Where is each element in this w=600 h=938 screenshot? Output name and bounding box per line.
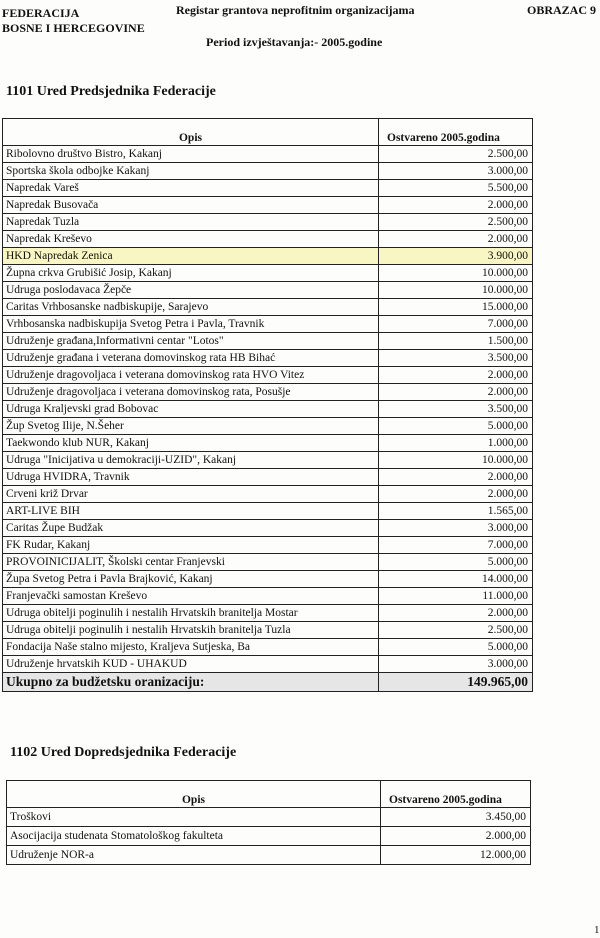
cell-iznos: 3.000,00 [379, 656, 533, 673]
table-row [7, 827, 531, 846]
cell-iznos: 3.000,00 [379, 163, 533, 180]
cell-iznos: 1.500,00 [379, 333, 533, 350]
cell-opis: Crveni križ Drvar [3, 486, 379, 503]
cell-iznos: 1.000,00 [379, 435, 533, 452]
cell-opis: Žup Svetog Ilije, N.Šeher [3, 418, 379, 435]
cell-iznos: 2.000,00 [379, 367, 533, 384]
cell-iznos: 2.000,00 [379, 384, 533, 401]
table-row [3, 656, 533, 673]
cell-iznos: 3.500,00 [379, 350, 533, 367]
cell-opis: Udruženje hrvatskih KUD - UHAKUD [3, 656, 379, 673]
cell-iznos: 2.500,00 [379, 622, 533, 639]
cell-iznos: 1.565,00 [379, 503, 533, 520]
section-1-title: 1101 Ured Predsjednika Federacije [6, 84, 216, 99]
cell-iznos: 5.000,00 [379, 554, 533, 571]
table-row [3, 605, 533, 622]
table-row [3, 299, 533, 316]
table-row [3, 401, 533, 418]
cell-opis: Caritas Župe Budžak [3, 520, 379, 537]
cell-opis: Napredak Tuzla [3, 214, 379, 231]
cell-iznos: 3.500,00 [379, 401, 533, 418]
cell-iznos: 5.000,00 [379, 418, 533, 435]
cell-opis: Udruga obitelji poginulih i nestalih Hrvatskih branitelja Tuzla [3, 622, 379, 639]
column-header-opis: Opis [3, 119, 379, 146]
cell-opis: Udruga HVIDRA, Travnik [3, 469, 379, 486]
organization-line-2: BOSNE I HERCEGOVINE [2, 21, 145, 35]
table-row [3, 180, 533, 197]
cell-opis: Udruženje NOR-a [7, 846, 381, 865]
cell-opis: Asocijacija studenata Stomatološkog fakulteta [7, 827, 381, 846]
table-body [7, 808, 531, 865]
table-row [3, 486, 533, 503]
total-row [3, 673, 533, 692]
table-row [3, 384, 533, 401]
table-row [3, 163, 533, 180]
column-header-ostvareno: Ostvareno 2005.godina [381, 781, 531, 808]
column-header-ostvareno: Ostvareno 2005.godina [379, 119, 533, 146]
cell-opis: FK Rudar, Kakanj [3, 537, 379, 554]
cell-opis: Caritas Vrhbosanske nadbiskupije, Sarajevo [3, 299, 379, 316]
cell-iznos: 3.450,00 [381, 808, 531, 827]
table-row [3, 554, 533, 571]
cell-opis: HKD Napredak Zenica [3, 248, 379, 265]
cell-opis: ART-LIVE BIH [3, 503, 379, 520]
table-header-row [7, 781, 531, 808]
table-row [7, 846, 531, 865]
cell-opis: Udruženje građana i veterana domovinskog rata HB Bihać [3, 350, 379, 367]
cell-opis: Župa Svetog Petra i Pavla Brajković, Kakanj [3, 571, 379, 588]
table-row [3, 452, 533, 469]
table-row [3, 316, 533, 333]
table-row [3, 503, 533, 520]
cell-opis: Napredak Busovača [3, 197, 379, 214]
cell-iznos: 2.000,00 [379, 197, 533, 214]
column-header-opis: Opis [7, 781, 381, 808]
grants-table-1102 [6, 780, 531, 865]
cell-opis: Franjevački samostan Kreševo [3, 588, 379, 605]
cell-opis: Sportska škola odbojke Kakanj [3, 163, 379, 180]
page-number: 1 [594, 924, 600, 936]
table-header-row [3, 119, 533, 146]
cell-iznos: 2.000,00 [379, 486, 533, 503]
cell-opis: Udruga poslodavaca Žepče [3, 282, 379, 299]
cell-opis: Župna crkva Grubišić Josip, Kakanj [3, 265, 379, 282]
cell-opis: Udruženje dragovoljaca i veterana domovinskog rata HVO Vitez [3, 367, 379, 384]
cell-iznos: 2.000,00 [381, 827, 531, 846]
table-row [3, 622, 533, 639]
section-2-title: 1102 Ured Dopredsjednika Federacije [10, 745, 237, 760]
table-row [3, 282, 533, 299]
cell-iznos: 3.000,00 [379, 520, 533, 537]
table-row [3, 231, 533, 248]
cell-opis: Napredak Kreševo [3, 231, 379, 248]
cell-opis: Udruga Kraljevski grad Bobovac [3, 401, 379, 418]
cell-iznos: 12.000,00 [381, 846, 531, 865]
reporting-period: Period izvještavanja:- 2005.godine [206, 35, 383, 49]
cell-opis: Udruga "Inicijativa u demokraciji-UZID", Kakanj [3, 452, 379, 469]
total-value: 149.965,00 [379, 673, 533, 692]
table-row [3, 520, 533, 537]
cell-iznos: 11.000,00 [379, 588, 533, 605]
cell-iznos: 2.500,00 [379, 214, 533, 231]
table-row [3, 537, 533, 554]
cell-iznos: 15.000,00 [379, 299, 533, 316]
cell-iznos: 2.000,00 [379, 605, 533, 622]
cell-iznos: 10.000,00 [379, 282, 533, 299]
total-label: Ukupno za budžetsku oranizaciju: [3, 673, 379, 692]
cell-opis: Fondacija Naše stalno mijesto, Kraljeva Sutjeska, Ba [3, 639, 379, 656]
table-body [3, 146, 533, 673]
table-row [3, 571, 533, 588]
cell-opis: PROVOINICIJALIT, Školski centar Franjevski [3, 554, 379, 571]
table-row [3, 435, 533, 452]
cell-opis: Udruženje građana,Informativni centar "Lotos" [3, 333, 379, 350]
table-row [3, 197, 533, 214]
table-row [7, 808, 531, 827]
cell-opis: Napredak Vareš [3, 180, 379, 197]
table-row [3, 350, 533, 367]
cell-opis: Ribolovno društvo Bistro, Kakanj [3, 146, 379, 163]
cell-iznos: 10.000,00 [379, 452, 533, 469]
cell-iznos: 10.000,00 [379, 265, 533, 282]
cell-opis: Udruga obitelji poginulih i nestalih Hrvatskih branitelja Mostar [3, 605, 379, 622]
table-row [3, 469, 533, 486]
table-row [3, 265, 533, 282]
table-row [3, 367, 533, 384]
document-title: Registar grantova neprofitnim organizacijama [176, 3, 415, 17]
table-row [3, 588, 533, 605]
table-row [3, 333, 533, 350]
cell-iznos: 5.500,00 [379, 180, 533, 197]
cell-iznos: 7.000,00 [379, 316, 533, 333]
cell-opis: Udruženje dragovoljaca i veterana domovinskog rata, Posušje [3, 384, 379, 401]
grants-table-1101 [2, 118, 533, 692]
table-row [3, 146, 533, 163]
cell-opis: Vrhbosanska nadbiskupija Svetog Petra i Pavla, Travnik [3, 316, 379, 333]
table-row [3, 418, 533, 435]
cell-iznos: 2.000,00 [379, 231, 533, 248]
cell-iznos: 5.000,00 [379, 639, 533, 656]
cell-iznos: 14.000,00 [379, 571, 533, 588]
table-row [3, 248, 533, 265]
organization-name [2, 6, 145, 36]
organization-line-1: FEDERACIJA [2, 6, 80, 20]
cell-iznos: 7.000,00 [379, 537, 533, 554]
cell-opis: Taekwondo klub NUR, Kakanj [3, 435, 379, 452]
cell-iznos: 2.000,00 [379, 469, 533, 486]
table-row [3, 639, 533, 656]
cell-opis: Troškovi [7, 808, 381, 827]
cell-iznos: 2.500,00 [379, 146, 533, 163]
form-code: OBRAZAC 9 [527, 3, 597, 17]
table-row [3, 214, 533, 231]
cell-iznos: 3.900,00 [379, 248, 533, 265]
